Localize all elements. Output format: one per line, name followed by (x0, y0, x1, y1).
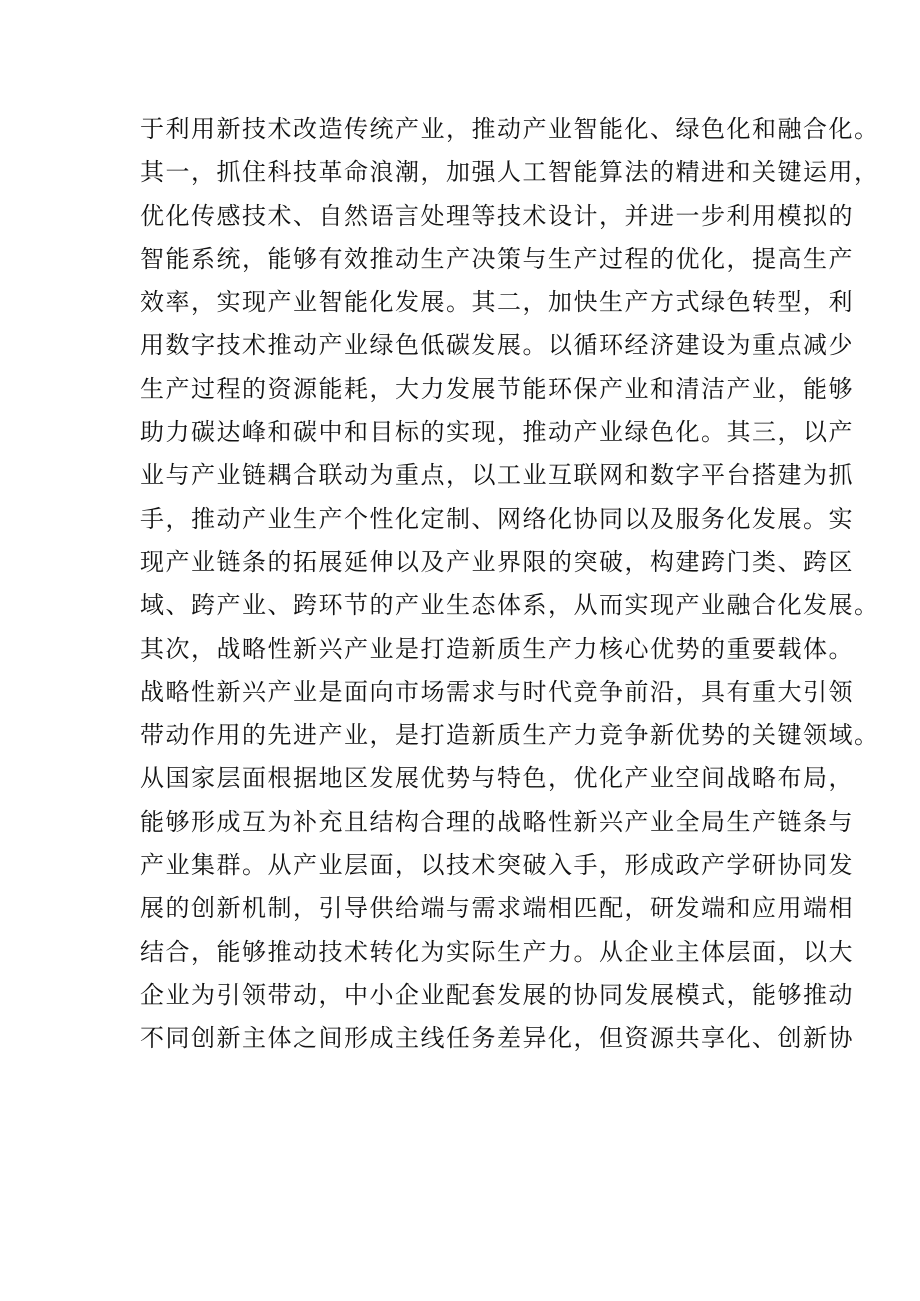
text-line: 战略性新兴产业是面向市场需求与时代竞争前沿，具有重大引领 (140, 677, 854, 706)
text-line: 其次，战略性新兴产业是打造新质生产力核心优势的重要载体。 (140, 634, 854, 663)
text-line: 产业集群。从产业层面，以技术突破入手，形成政产学研协同发 (140, 851, 854, 880)
text-line: 从国家层面根据地区发展优势与特色，优化产业空间战略布局， (140, 764, 854, 793)
text-line: 效率，实现产业智能化发展。其二，加快生产方式绿色转型，利 (140, 288, 854, 317)
text-line: 带动作用的先进产业，是打造新质生产力竞争新优势的关键领域。 (140, 721, 880, 750)
text-line: 业与产业链耦合联动为重点，以工业互联网和数字平台搭建为抓 (140, 461, 854, 490)
text-line: 智能系统，能够有效推动生产决策与生产过程的优化，提高生产 (140, 244, 854, 273)
text-line: 现产业链条的拓展延伸以及产业界限的突破，构建跨门类、跨区 (140, 547, 854, 576)
text-line: 优化传感技术、自然语言处理等技术设计，并进一步利用模拟的 (140, 201, 854, 230)
text-line: 不同创新主体之间形成主线任务差异化，但资源共享化、创新协 (140, 1024, 854, 1053)
text-line: 能够形成互为补充且结构合理的战略性新兴产业全局生产链条与 (140, 807, 854, 836)
text-line: 企业为引领带动，中小企业配套发展的协同发展模式，能够推动 (140, 980, 854, 1009)
text-line: 展的创新机制，引导供给端与需求端相匹配，研发端和应用端相 (140, 894, 854, 923)
text-line: 用数字技术推动产业绿色低碳发展。以循环经济建设为重点减少 (140, 331, 854, 360)
text-line: 于利用新技术改造传统产业，推动产业智能化、绿色化和融合化。 (140, 115, 880, 143)
text-line: 助力碳达峰和碳中和目标的实现，推动产业绿色化。其三，以产 (140, 418, 854, 447)
text-line: 其一，抓住科技革命浪潮，加强人工智能算法的精进和关键运用， (140, 158, 880, 187)
text-line: 生产过程的资源能耗，大力发展节能环保产业和清洁产业，能够 (140, 374, 854, 403)
text-line: 结合，能够推动技术转化为实际生产力。从企业主体层面，以大 (140, 937, 854, 966)
text-line: 域、跨产业、跨环节的产业生态体系，从而实现产业融合化发展。 (140, 591, 880, 620)
text-line: 手，推动产业生产个性化定制、网络化协同以及服务化发展。实 (140, 504, 854, 533)
body-text (140, 108, 880, 1061)
